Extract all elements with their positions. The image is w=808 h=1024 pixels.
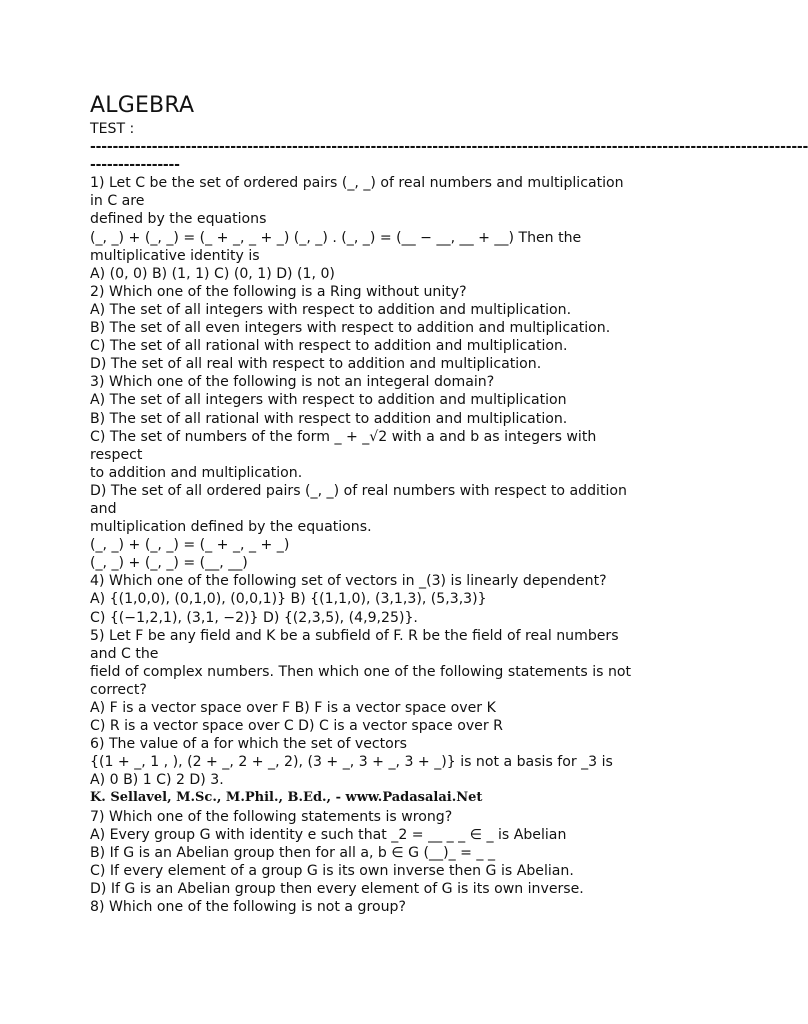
text-line: 3) Which one of the following is not an integeral domain?: [90, 374, 495, 391]
author-line: K. Sellavel, M.Sc., M.Phil., B.Ed., - www.Padasalai.Net: [90, 790, 483, 806]
text-line: in C are: [90, 193, 145, 210]
text-line: (_, _) + (_, _) = (_ + _, _ + _) (_, _) . (_, _) = (__ − __, __ + __) Then the: [90, 229, 582, 246]
text-line: A) (0, 0) B) (1, 1) C) (0, 1) D) (1, 0): [90, 265, 335, 282]
text-line: C) The set of numbers of the form _ + _√2 with a and b as integers with: [90, 428, 597, 445]
text-line: 6) The value of a for which the set of vectors: [90, 736, 407, 753]
text-line: {(1 + _, 1 , ), (2 + _, 2 + _, 2), (3 + _, 3 + _, 3 + _)} is not a basis for _3 is: [90, 754, 613, 771]
text-line: D) If G is an Abelian group then every element of G is its own inverse.: [90, 880, 584, 897]
text-line: 4) Which one of the following set of vectors in _(3) is linearly dependent?: [90, 573, 607, 590]
text-line: A) F is a vector space over F B) F is a vector space over K: [90, 700, 496, 716]
text-line: A) Every group G with identity e such that _2 = __ _ _ ∈ _ is Abelian: [90, 826, 567, 843]
text-line: 2) Which one of the following is a Ring without unity?: [90, 283, 467, 300]
document-page: [90, 92, 808, 916]
separator-line: --------------------------------------------------------------------------------------------------------------------------------: [90, 139, 808, 156]
separator-line: ----------------: [90, 157, 180, 174]
text-line: defined by the equations: [90, 211, 267, 228]
text-line: multiplicative identity is: [90, 247, 260, 264]
text-line: and C the: [90, 645, 159, 662]
text-line: C) R is a vector space over C D) C is a vector space over R: [90, 718, 503, 735]
text-line: C) {(−1,2,1), (3,1, −2)} D) {(2,3,5), (4,9,25)}.: [90, 609, 418, 626]
text-line: 8) Which one of the following is not a group?: [90, 899, 406, 916]
text-line: B) If G is an Abelian group then for all a, b ∈ G (__)_ = _ _: [90, 844, 495, 861]
text-line: 7) Which one of the following statements is wrong?: [90, 808, 453, 825]
text-line: C) The set of all rational with respect to addition and multiplication.: [90, 338, 568, 355]
text-line: A) The set of all integers with respect to addition and multiplication: [90, 392, 567, 409]
text-line: A) The set of all integers with respect to addition and multiplication.: [90, 301, 572, 318]
test-heading: TEST :: [90, 121, 135, 137]
text-line: A) {(1,0,0), (0,1,0), (0,0,1)} B) {(1,1,0), (3,1,3), (5,3,3)}: [90, 591, 487, 608]
text-line: C) If every element of a group G is its own inverse then G is Abelian.: [90, 862, 574, 879]
text-line: multiplication defined by the equations.: [90, 519, 372, 536]
text-line: A) 0 B) 1 C) 2 D) 3.: [90, 772, 224, 789]
text-line: and: [90, 500, 117, 517]
text-line: B) The set of all rational with respect to addition and multiplication.: [90, 410, 568, 427]
question-block: [90, 174, 680, 789]
text-line: to addition and multiplication.: [90, 464, 303, 481]
document-title: ALGEBRA: [90, 93, 195, 118]
text-line: respect: [90, 446, 143, 463]
text-line: D) The set of all real with respect to addition and multiplication.: [90, 356, 542, 373]
text-line: field of complex numbers. Then which one of the following statements is not: [90, 663, 632, 680]
text-line: D) The set of all ordered pairs (_, _) of real numbers with respect to addition: [90, 482, 627, 499]
text-line: B) The set of all even integers with respect to addition and multiplication.: [90, 320, 611, 337]
question-block: [90, 808, 680, 917]
text-line: 1) Let C be the set of ordered pairs (_, _) of real numbers and multiplication: [90, 175, 624, 192]
text-line: (_, _) + (_, _) = (_ + _, _ + _): [90, 537, 290, 554]
text-line: correct?: [90, 681, 147, 698]
text-line: 5) Let F be any field and K be a subfield of F. R be the field of real numbers: [90, 627, 619, 644]
text-line: (_, _) + (_, _) = (__, __): [90, 555, 248, 572]
